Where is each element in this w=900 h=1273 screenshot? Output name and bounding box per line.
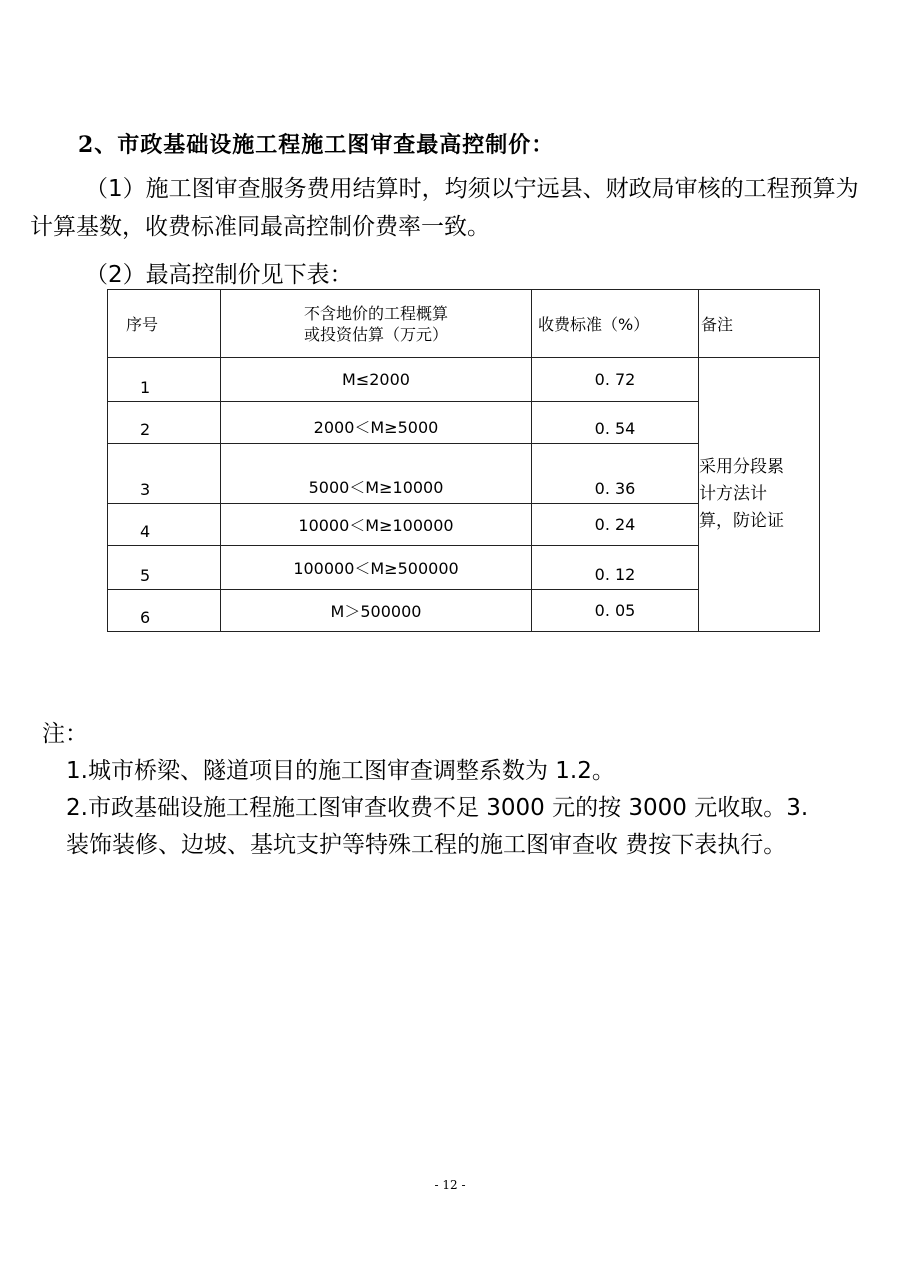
note-item-1: 1.城市桥梁、隧道项目的施工图审查调整系数为 1.2。 [66, 758, 615, 784]
header-base-line1: 不含地价的工程概算 [303, 303, 448, 323]
cell-seq: 4 [108, 504, 221, 546]
paragraph-settlement: （1）施工图审查服务费用结算时，均须以宁远县、财政局审核的工程预算为计算基数，收费标准同最高控制价费率一致。 [30, 176, 859, 240]
cell-seq: 6 [108, 590, 221, 632]
cell-note [699, 358, 820, 632]
cell-range: 5000＜M≥10000 [221, 444, 532, 504]
note-item-2: 2.市政基础设施工程施工图审查收费不足 3000 元的按 3000 元收取。3. [66, 795, 809, 821]
notes-label: 注： [42, 721, 88, 747]
cell-rate: 0. 54 [532, 402, 699, 444]
cell-rate: 0. 05 [532, 590, 699, 632]
table-row [108, 358, 820, 402]
table-header-row [108, 290, 820, 358]
cell-range: 2000＜M≥5000 [221, 402, 532, 444]
note-line: 采用分段累 [699, 457, 784, 477]
header-note: 备注 [699, 290, 820, 358]
header-rate: 收费标准（%） [532, 290, 699, 358]
note-item-3: 装饰装修、边坡、基坑支护等特殊工程的施工图审查收 费按下表执行。 [66, 832, 787, 858]
header-base [221, 290, 532, 358]
cell-range: 100000＜M≥500000 [221, 546, 532, 590]
cell-range: M＞500000 [221, 590, 532, 632]
note-line: 算，防论证 [699, 511, 784, 531]
fee-table [107, 289, 820, 632]
cell-rate: 0. 72 [532, 358, 699, 402]
section-heading: 2、市政基础设施工程施工图审查最高控制价： [78, 132, 555, 158]
cell-rate: 0. 24 [532, 504, 699, 546]
cell-rate: 0. 12 [532, 546, 699, 590]
page-number: - 12 - [434, 1178, 466, 1192]
notes-section [42, 716, 882, 864]
cell-seq: 2 [108, 402, 221, 444]
note-line: 计方法计 [699, 484, 767, 504]
cell-seq: 3 [108, 444, 221, 504]
header-seq: 序号 [108, 290, 221, 358]
cell-seq: 5 [108, 546, 221, 590]
paragraph-table-intro: （2）最高控制价见下表： [85, 262, 353, 288]
cell-seq: 1 [108, 358, 221, 402]
cell-range: 10000＜M≥100000 [221, 504, 532, 546]
header-base-line2: 或投资估算（万元） [303, 324, 448, 344]
cell-range: M≤2000 [221, 358, 532, 402]
cell-rate: 0. 36 [532, 444, 699, 504]
